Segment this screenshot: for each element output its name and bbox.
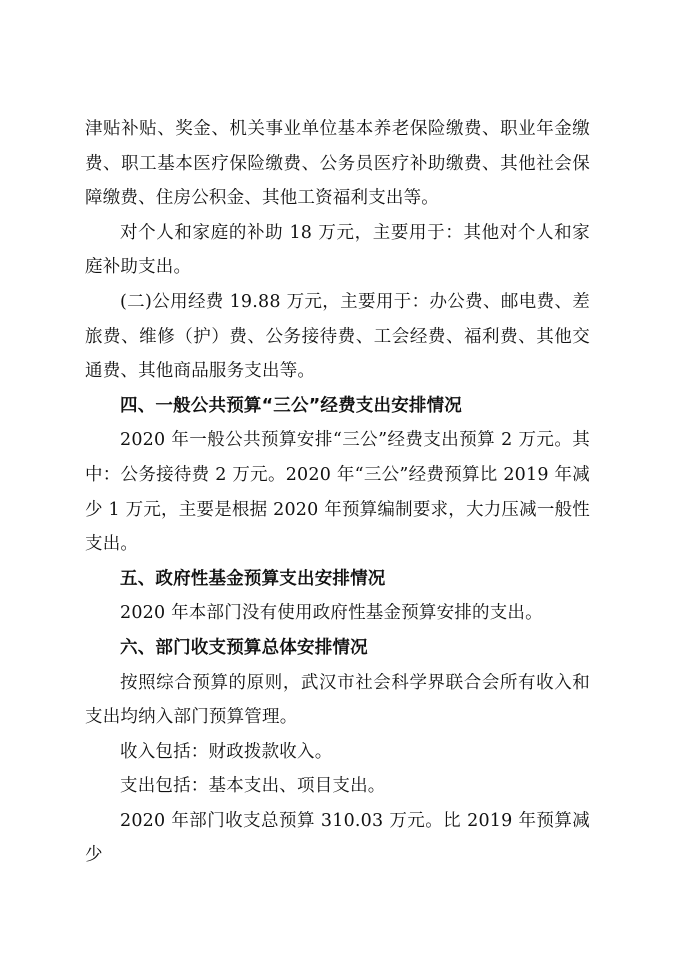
paragraph-government-fund: 2020 年本部门没有使用政府性基金预算安排的支出。 — [120, 603, 543, 624]
paragraph-household-subsidy: 对个人和家庭的补助 18 万元，主要用于：其他对个人和家庭补助支出。 — [85, 222, 590, 278]
paragraph-expenditure-includes: 支出包括：基本支出、项目支出。 — [120, 776, 386, 797]
document-body — [85, 112, 590, 873]
paragraph-income-includes: 收入包括：财政拨款收入。 — [120, 741, 333, 762]
paragraph-comprehensive-budget: 按照综合预算的原则，武汉市社会科学界联合会所有收入和支出均纳入部门预算管理。 — [85, 672, 590, 728]
paragraph-total-budget: 2020 年部门收支总预算 310.03 万元。比 2019 年预算减少 — [85, 810, 590, 866]
heading-overall-budget: 六、部门收支预算总体安排情况 — [120, 637, 368, 658]
paragraph-three-public-budget: 2020 年一般公共预算安排“三公”经费支出预算 2 万元。其中：公务接待费 2 万元。2020 年“三公”经费预算比 2019 年减少 1 万元，主要是根据 2020 年预算编制要求，大力压减一般性支出。 — [85, 430, 590, 555]
heading-three-public-expenses: 四、一般公共预算“三公”经费支出安排情况 — [120, 395, 463, 416]
paragraph-salary-items: 津贴补贴、奖金、机关事业单位基本养老保险缴费、职业年金缴费、职工基本医疗保险缴费、公务员医疗补助缴费、其他社会保障缴费、住房公积金、其他工资福利支出等。 — [85, 119, 590, 209]
paragraph-public-expenses: (二)公用经费 19.88 万元，主要用于：办公费、邮电费、差旅费、维修（护）费、公务接待费、工会经费、福利费、其他交通费、其他商品服务支出等。 — [85, 291, 590, 382]
heading-government-fund: 五、政府性基金预算支出安排情况 — [120, 568, 386, 589]
